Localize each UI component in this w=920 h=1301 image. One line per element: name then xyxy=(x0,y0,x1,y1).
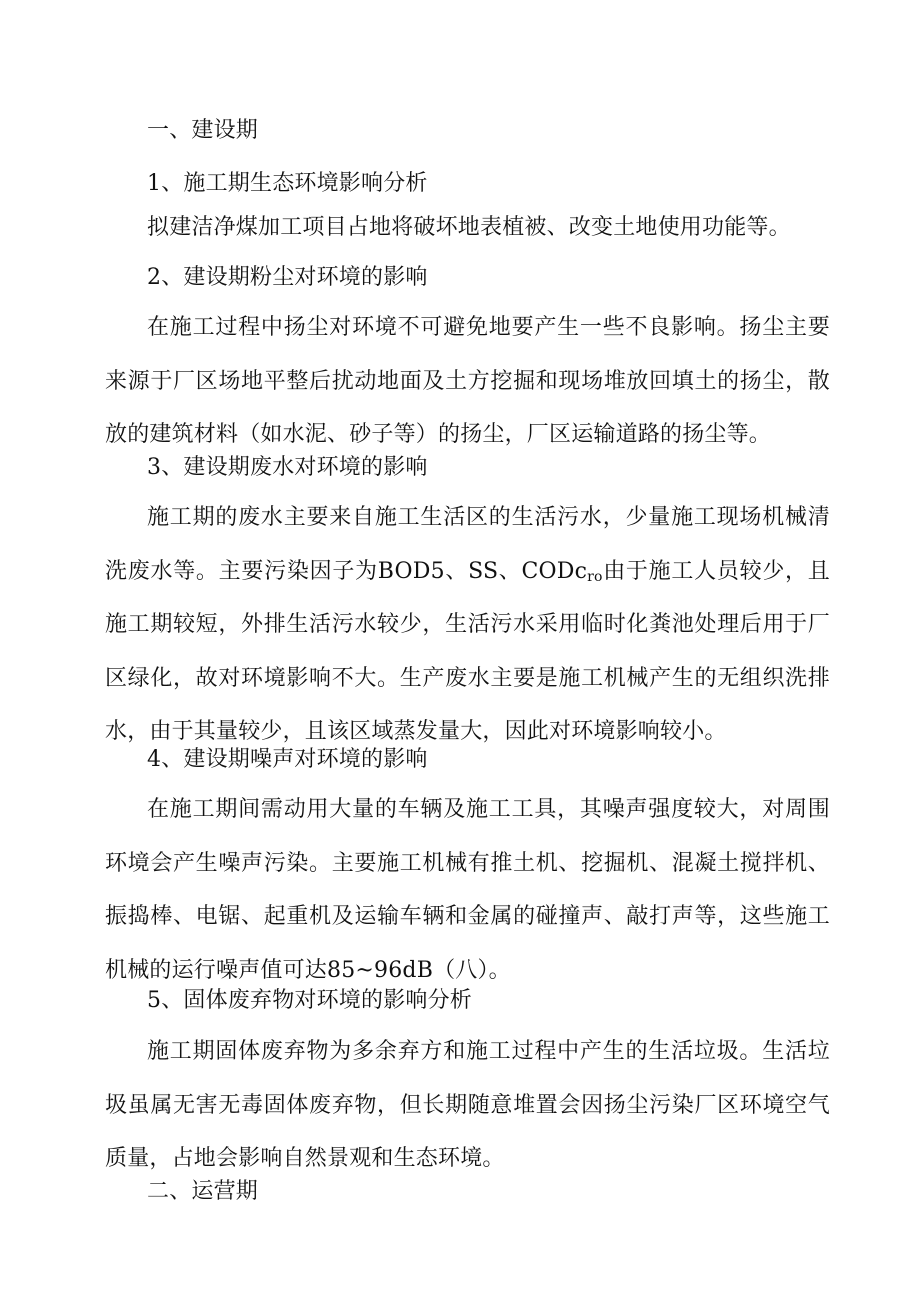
wastewater-text-part1: 施工期的废水主要来自施工生活区的生活污水，少量施工现场机械清洗废水等。主要污染因子为BOD5、SS、CODc xyxy=(105,505,830,584)
wastewater-subscript: ro xyxy=(587,568,603,585)
wastewater-text-part2: 由于施工人员较少，且施工期较短，外排生活污水较少，生活污水采用临时化粪池处理后用于厂区绿化，故对环境影响不大。生产废水主要是施工机械产生的无组织洗排水，由于其量较少，且该区域蒸发量大，因此对环境影响较小。 xyxy=(105,558,830,744)
section-heading-operation: 二、运营期 xyxy=(147,1179,259,1204)
subheading-wastewater-impact: 3、建设期废水对环境的影响 xyxy=(147,455,428,480)
paragraph-wastewater-impact xyxy=(105,491,830,759)
paragraph-dust-impact: 在施工过程中扬尘对环境不可避免地要产生一些不良影响。扬尘主要来源于厂区场地平整后扰动地面及土方挖掘和现场堆放回填土的扬尘，散放的建筑材料（如水泥、砂子等）的扬尘，厂区运输道路的扬尘等。 xyxy=(105,315,830,447)
subheading-ecological-impact: 1、施工期生态环境影响分析 xyxy=(147,171,428,196)
subheading-noise-impact: 4、建设期噪声对环境的影响 xyxy=(147,747,428,772)
paragraph-solid-waste-impact: 施工期固体废弃物为多余弃方和施工过程中产生的生活垃圾。生活垃圾虽属无害无毒固体废弃物，但长期随意堆置会因扬尘污染厂区环境空气质量，占地会影响自然景观和生态环境。 xyxy=(105,1039,830,1171)
section-heading-construction: 一、建设期 xyxy=(147,118,259,143)
paragraph-ecological-impact: 拟建洁净煤加工项目占地将破坏地表植被、改变土地使用功能等。 xyxy=(147,215,791,240)
subheading-dust-impact: 2、建设期粉尘对环境的影响 xyxy=(147,265,428,290)
paragraph-noise-impact: 在施工期间需动用大量的车辆及施工工具，其噪声强度较大，对周围环境会产生噪声污染。主要施工机械有推土机、挖掘机、混凝土搅拌机、振捣棒、电锯、起重机及运输车辆和金属的碰撞声、敲打声等，这些施工机械的运行噪声值可达85~96dB（八）。 xyxy=(105,797,830,983)
subheading-solid-waste-impact: 5、固体废弃物对环境的影响分析 xyxy=(147,988,472,1013)
